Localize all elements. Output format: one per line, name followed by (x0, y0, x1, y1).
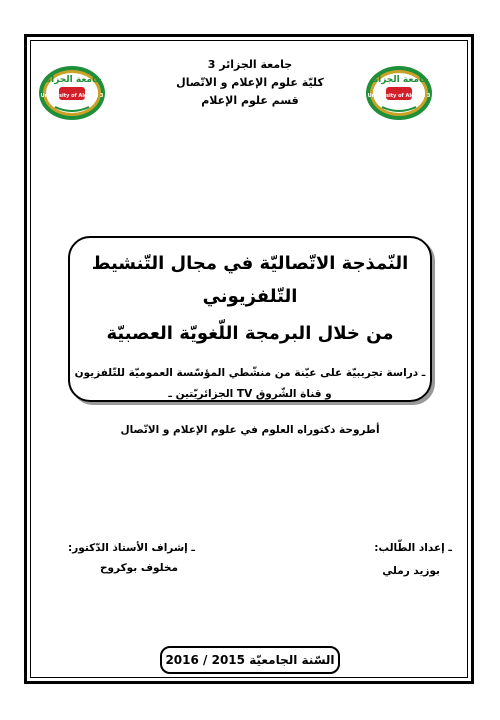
supervisor-label: ـ إشراف الأستاذ الدّكتور: (68, 542, 195, 554)
title-line-1: النّمذجة الاتّصاليّة في مجال التّنشيط (91, 253, 409, 274)
subtitle-line-2: و قناة الشّروق TV الجزائريّتين ـ (168, 388, 332, 400)
university-seal-icon (364, 63, 434, 123)
seal-latin-text: University of Algiers 3 (367, 93, 431, 99)
seal-latin-text: University of Algiers 3 (40, 93, 104, 99)
seal-arabic-text: جامعة الجزائر (42, 75, 102, 85)
academic-year: السّنة الجامعيّة 2015 / 2016 (160, 646, 340, 674)
department-name: قسم علوم الإعلام (201, 94, 299, 107)
subtitle-line-1: ـ دراسة تجريبيّة على عيّنة من منشّطي المؤسّسة العموميّة للتّلفزيون (74, 367, 426, 379)
institution-header (140, 56, 360, 110)
student-label: ـ إعداد الطّالب: (374, 542, 452, 554)
university-name: جامعة الجزائر 3 (207, 58, 293, 71)
university-seal-icon (37, 63, 107, 123)
title-line-2: التّلفزيوني (202, 286, 298, 307)
supervisor-name: مخلوف بوكروح (99, 562, 178, 574)
thesis-type: أطروحة دكتوراه العلوم في علوم الإعلام و الاتّصال (120, 424, 380, 436)
student-name: بوزيد رملي (382, 565, 440, 577)
faculty-name: كليّة علوم الإعلام و الاتّصال (176, 76, 324, 89)
title-line-3: من خلال البرمجة اللّغويّة العصبيّة (106, 323, 394, 344)
seal-arabic-text: جامعة الجزائر (369, 75, 429, 85)
